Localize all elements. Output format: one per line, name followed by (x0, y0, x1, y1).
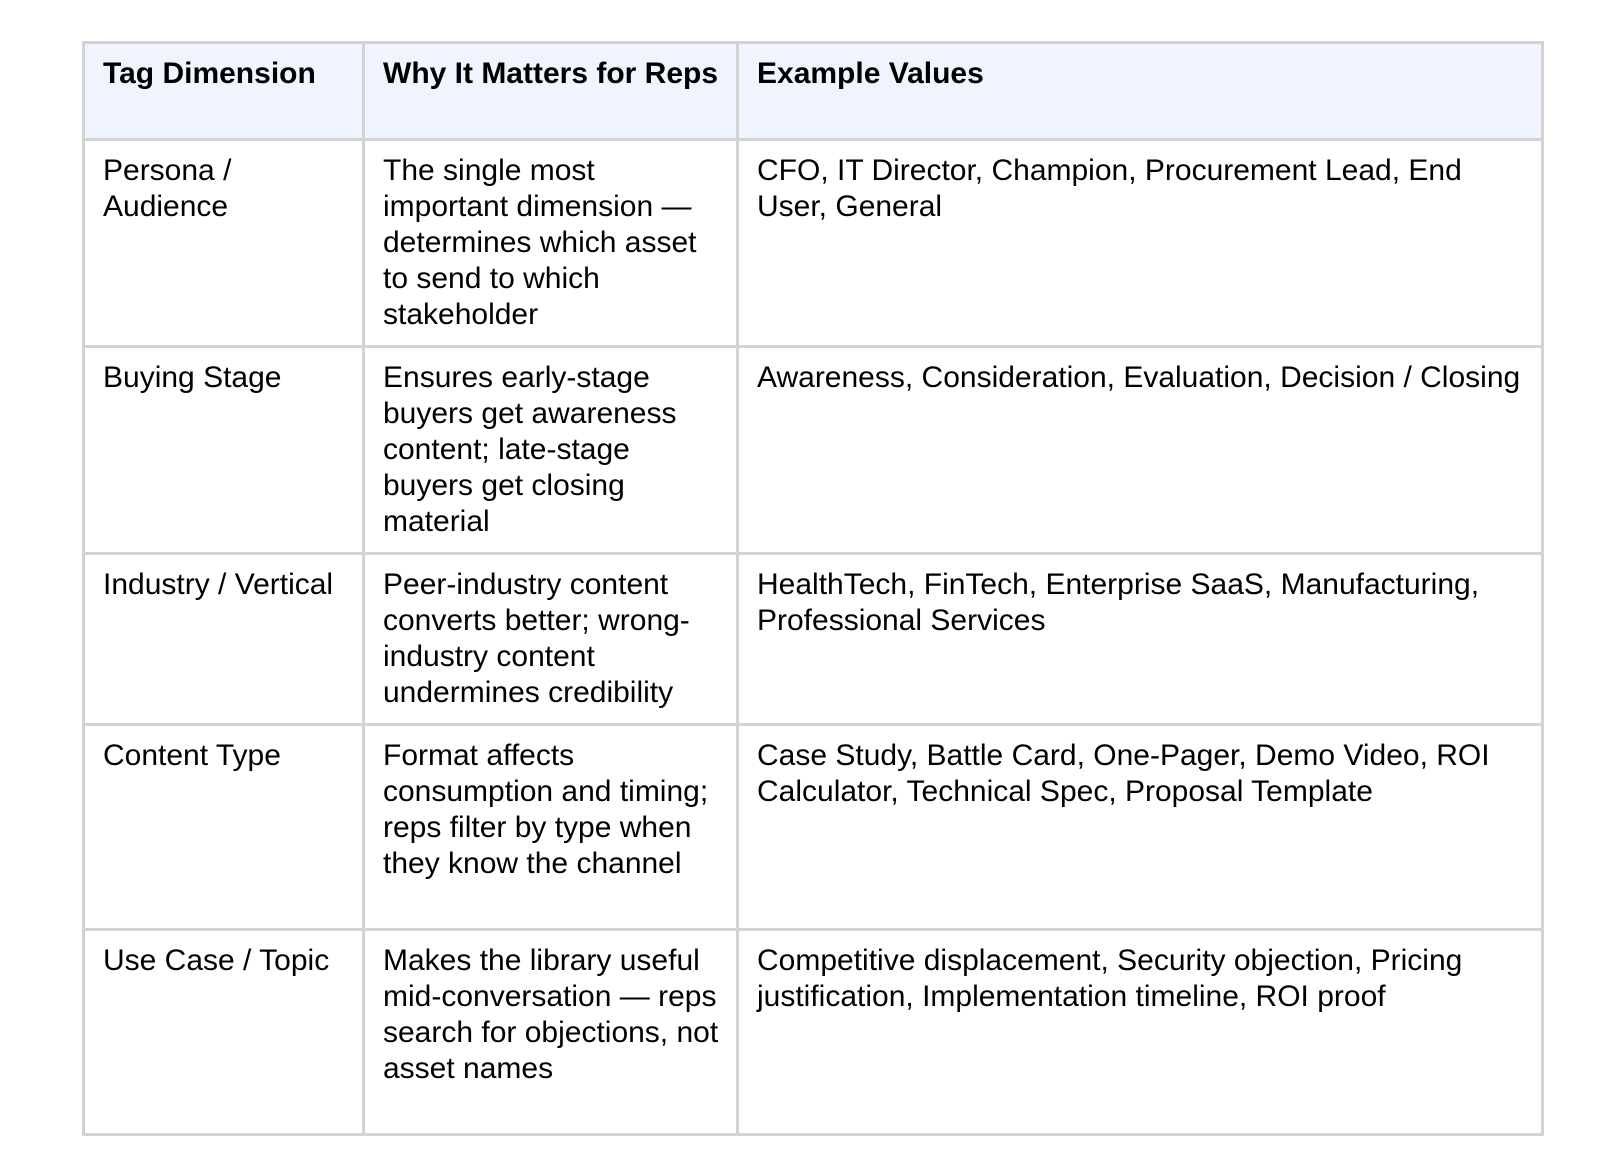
cell-why: The single most important dimension — determines which asset to send to which stakeholder (364, 140, 738, 347)
table-row (84, 725, 1543, 930)
cell-examples: CFO, IT Director, Champion, Procurement Lead, End User, General (738, 140, 1543, 347)
header-tag-dimension: Tag Dimension (84, 43, 364, 140)
cell-examples: Awareness, Consideration, Evaluation, Decision / Closing (738, 347, 1543, 554)
cell-dimension: Industry / Vertical (84, 554, 364, 725)
table-row (84, 930, 1543, 1135)
cell-examples: Case Study, Battle Card, One-Pager, Demo Video, ROI Calculator, Technical Spec, Proposal Template (738, 725, 1543, 930)
cell-examples: HealthTech, FinTech, Enterprise SaaS, Manufacturing, Professional Services (738, 554, 1543, 725)
cell-examples: Competitive displacement, Security objection, Pricing justification, Implementation timeline, ROI proof (738, 930, 1543, 1135)
table-row (84, 140, 1543, 347)
cell-dimension: Buying Stage (84, 347, 364, 554)
cell-why: Ensures early-stage buyers get awareness content; late-stage buyers get closing material (364, 347, 738, 554)
header-why-it-matters: Why It Matters for Reps (364, 43, 738, 140)
tag-dimensions-table (82, 41, 1544, 1136)
tag-dimensions-table-container (82, 41, 1541, 1136)
header-example-values: Example Values (738, 43, 1543, 140)
cell-dimension: Use Case / Topic (84, 930, 364, 1135)
cell-why: Format affects consumption and timing; reps filter by type when they know the channel (364, 725, 738, 930)
cell-dimension: Persona / Audience (84, 140, 364, 347)
table-row (84, 347, 1543, 554)
cell-why: Peer-industry content converts better; wrong-industry content undermines credibility (364, 554, 738, 725)
cell-dimension: Content Type (84, 725, 364, 930)
table-row (84, 554, 1543, 725)
table-header-row (84, 43, 1543, 140)
cell-why: Makes the library useful mid-conversation — reps search for objections, not asset names (364, 930, 738, 1135)
